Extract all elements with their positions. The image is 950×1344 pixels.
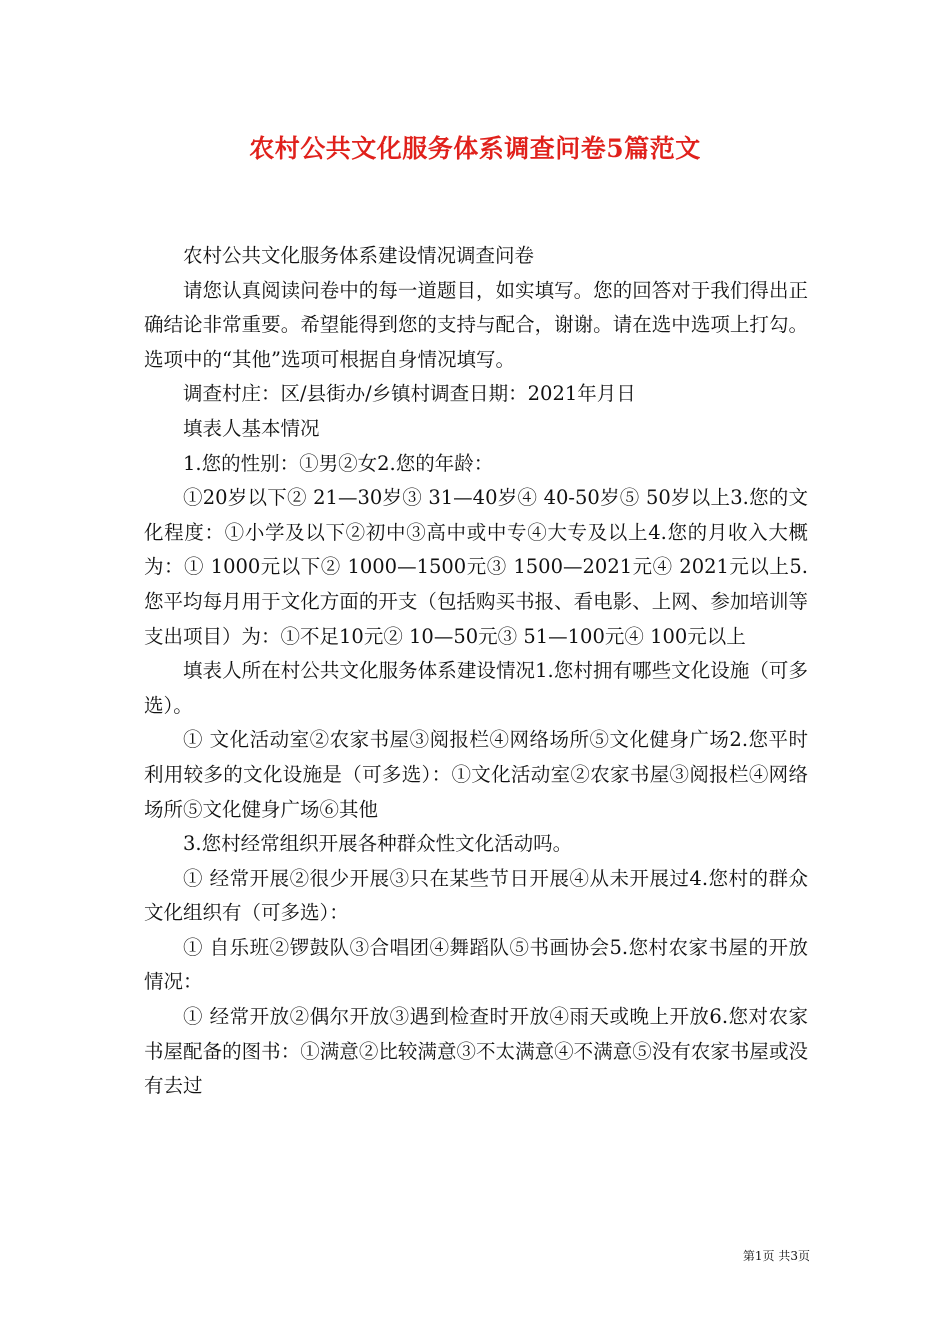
- paragraph-age-options: ①20岁以下② 21—30岁③ 31—40岁④ 40-50岁⑤ 50岁以上3.您的文化程度：①小学及以下②初中③高中或中专④大专及以上4.您的月收入大概为：① 1000元以下② 1000—1500元③ 1500—2021元④ 2021元以上5.您平均每月用于文化方面的开支（包括购买书报、看电影、上网、参加培训等支出项目）为：①不足10元② 10—50元③ 51—100元④ 100元以上: [144, 486, 808, 648]
- paragraph-organizations: ① 自乐班②锣鼓队③合唱团④舞蹈队⑤书画协会5.您村农家书屋的开放情况：: [144, 935, 808, 994]
- page-number: 第1页 共3页: [742, 1249, 810, 1263]
- paragraph-section-village: 填表人所在村公共文化服务体系建设情况1.您村拥有哪些文化设施（可多选）。: [144, 659, 808, 717]
- paragraph-instructions: 请您认真阅读问卷中的每一道题目，如实填写。您的回答对于我们得出正确结论非常重要。希望能得到您的支持与配合，谢谢。请在选中选项上打勾。选项中的“其他”选项可根据自身情况填写。: [144, 278, 808, 371]
- paragraph-survey-info: 调查村庄：区/县街办/乡镇村调查日期：2021年月日: [183, 382, 636, 406]
- document-body: [144, 239, 808, 1104]
- paragraph-section-basic: 填表人基本情况: [183, 416, 320, 440]
- paragraph-activities-options: ① 经常开展②很少开展③只在某些节日开展④从未开展过4.您村的群众文化组织有（可多选）：: [144, 866, 808, 925]
- paragraph-survey-name: 农村公共文化服务体系建设情况调查问卷: [183, 244, 535, 267]
- paragraph-library-opening: ① 经常开放②偶尔开放③遇到检查时开放④雨天或晚上开放6.您对农家书屋配备的图书：①满意②比较满意③不太满意④不满意⑤没有农家书屋或没有去过: [144, 1005, 808, 1098]
- paragraph-facilities: ① 文化活动室②农家书屋③阅报栏④网络场所⑤文化健身广场2.您平时利用较多的文化设施是（可多选）：①文化活动室②农家书屋③阅报栏④网络场所⑤文化健身广场⑥其他: [144, 728, 808, 821]
- page-title: 农村公共文化服务体系调查问卷5篇范文: [249, 134, 701, 163]
- paragraph-activities-question: 3.您村经常组织开展各种群众性文化活动吗。: [183, 832, 573, 856]
- paragraph-gender-age: 1.您的性别：①男②女2.您的年龄：: [183, 451, 494, 475]
